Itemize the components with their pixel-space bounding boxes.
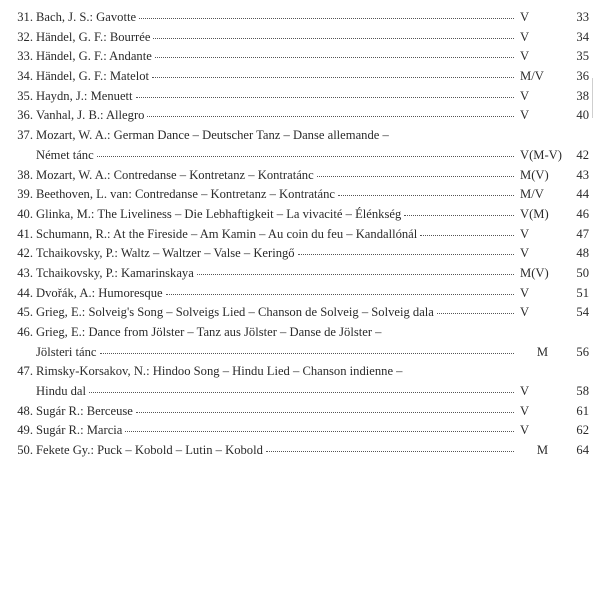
- dot-leader: [298, 253, 514, 255]
- entry-number: 49.: [17, 423, 33, 438]
- entry-title: Bach, J. S.: Gavotte: [36, 10, 137, 24]
- entry-page: 40: [576, 108, 589, 123]
- entry-title: Grieg, E.: Solveig's Song – Solveigs Lied – Chanson de Solveig – Solveig dala: [36, 305, 434, 320]
- dot-leader: [100, 352, 514, 354]
- entry-number: 47.: [17, 364, 33, 379]
- entry-voice: V: [520, 49, 530, 64]
- entry-title: Haydn, J.: Menuett: [36, 88, 133, 103]
- entry-number: 38.: [17, 167, 33, 182]
- entry-number: 46.: [17, 325, 33, 339]
- dot-leader: [420, 234, 514, 236]
- entry-number: 50.: [17, 443, 33, 458]
- toc-entry: [9, 303, 589, 323]
- entry-title: Schumann, R.: At the Fireside – Am Kamin – Au coin du feu – Kandallónál: [36, 226, 418, 241]
- entry-title: Mozart, W. A.: Contredanse – Kontretanz – Kontratánc: [36, 167, 314, 182]
- entry-title: Händel, G. F.: Matelot: [36, 69, 150, 84]
- entry-title: Händel, G. F.: Bourrée: [36, 29, 151, 44]
- entry-page: 38: [576, 88, 589, 103]
- entry-voice: M/V: [520, 69, 544, 84]
- entry-page: 56: [576, 344, 589, 359]
- toc-entry: [9, 323, 589, 362]
- entry-page: 48: [576, 246, 589, 261]
- dot-leader: [166, 293, 514, 295]
- dot-leader: [89, 391, 514, 393]
- entry-page: 35: [576, 49, 589, 64]
- entry-voice: V: [520, 384, 530, 399]
- entry-page: 43: [576, 167, 589, 182]
- entry-voice: V(M-V): [520, 147, 562, 162]
- dot-leader: [136, 96, 514, 98]
- toc-entry: [9, 402, 589, 422]
- entry-title: Glinka, M.: The Liveliness – Die Lebhaftigkeit – La vivacité – Élénkség: [36, 206, 402, 221]
- entry-title: Tchaikovsky, P.: Waltz – Waltzer – Valse – Keringő: [36, 246, 295, 261]
- entry-page: 47: [576, 226, 589, 241]
- dot-leader: [152, 76, 514, 78]
- toc-entry: [9, 205, 589, 225]
- toc-entry: [9, 362, 589, 401]
- entry-page: 61: [576, 403, 589, 418]
- entry-voice: V: [520, 423, 530, 438]
- entry-title: Sugár R.: Marcia: [36, 423, 123, 438]
- entry-number: 48.: [17, 403, 33, 418]
- entry-voice: V: [520, 10, 530, 24]
- entry-number: 41.: [17, 226, 33, 241]
- entry-title-continued: Hindu dal: [36, 384, 87, 399]
- entry-number: 43.: [17, 265, 33, 280]
- dot-leader: [155, 56, 514, 58]
- entry-voice: V: [520, 305, 530, 320]
- entry-title: Beethoven, L. van: Contredanse – Kontretanz – Kontratánc: [36, 187, 336, 202]
- entry-page: 33: [576, 10, 589, 24]
- entry-voice: M: [536, 344, 549, 359]
- entry-number: 34.: [17, 69, 33, 84]
- entry-title: Vanhal, J. B.: Allegro: [36, 108, 145, 123]
- toc-entry: [9, 284, 589, 304]
- entry-number: 42.: [17, 246, 33, 261]
- toc-entry: [9, 264, 589, 284]
- toc-entry: [9, 106, 589, 126]
- entry-title: Mozart, W. A.: German Dance – Deutscher Tanz – Danse allemande –: [36, 128, 389, 143]
- entry-voice: V(M): [520, 206, 549, 221]
- entry-number: 37.: [17, 128, 33, 143]
- entry-page: 51: [576, 285, 589, 300]
- dot-leader: [197, 273, 514, 275]
- entry-page: 46: [576, 206, 589, 221]
- entry-number: 33.: [17, 49, 33, 64]
- dot-leader: [338, 194, 514, 196]
- entry-voice: M(V): [520, 265, 549, 280]
- entry-voice: M(V): [520, 167, 549, 182]
- entry-voice: V: [520, 285, 530, 300]
- entry-title: Fekete Gy.: Puck – Kobold – Lutin – Kobold: [36, 443, 263, 458]
- entry-title: Sugár R.: Berceuse: [36, 403, 133, 418]
- entry-voice: V: [520, 403, 530, 418]
- entry-page: 64: [576, 443, 589, 458]
- dot-leader: [437, 312, 514, 314]
- entry-number: 35.: [17, 88, 33, 103]
- toc-entry: [9, 166, 589, 186]
- entry-voice: V: [520, 108, 530, 123]
- entry-title-continued: Jölsteri tánc: [36, 344, 97, 359]
- entry-page: 50: [576, 265, 589, 280]
- entry-voice: V: [520, 226, 530, 241]
- toc-entry: [9, 441, 589, 461]
- entry-page: 44: [576, 187, 589, 202]
- entry-voice: V: [520, 246, 530, 261]
- entry-title: Händel, G. F.: Andante: [36, 49, 152, 64]
- dot-leader: [97, 155, 514, 157]
- dot-leader: [266, 450, 514, 452]
- toc-entry: [9, 225, 589, 245]
- scan-edge-mark: [592, 78, 600, 118]
- entry-number: 45.: [17, 305, 33, 320]
- entry-voice: M: [536, 443, 549, 458]
- toc-entry: [9, 28, 589, 48]
- toc-entry: [9, 87, 589, 107]
- entry-number: 31.: [17, 10, 33, 24]
- dot-leader: [147, 115, 514, 117]
- entry-number: 39.: [17, 187, 33, 202]
- entry-number: 40.: [17, 206, 33, 221]
- table-of-contents: [9, 8, 589, 461]
- entry-page: 62: [576, 423, 589, 438]
- entry-number: 36.: [17, 108, 33, 123]
- dot-leader: [153, 37, 514, 39]
- entry-number: 32.: [17, 29, 33, 44]
- toc-entry: [9, 47, 589, 67]
- entry-title: Tchaikovsky, P.: Kamarinskaya: [36, 265, 194, 280]
- entry-page: 36: [576, 69, 589, 84]
- entry-voice: M/V: [520, 187, 544, 202]
- toc-entry: [9, 8, 589, 28]
- entry-number: 44.: [17, 285, 33, 300]
- entry-voice: V: [520, 29, 530, 44]
- entry-title: Dvořák, A.: Humoresque: [36, 285, 163, 300]
- dot-leader: [317, 175, 514, 177]
- dot-leader: [125, 430, 514, 432]
- entry-page: 42: [576, 147, 589, 162]
- entry-page: 54: [576, 305, 589, 320]
- toc-entry: [9, 126, 589, 165]
- entry-page: 34: [576, 29, 589, 44]
- entry-voice: V: [520, 88, 530, 103]
- entry-title-continued: Német tánc: [36, 147, 94, 162]
- toc-entry: [9, 244, 589, 264]
- dot-leader: [139, 17, 514, 19]
- entry-page: 58: [576, 384, 589, 399]
- entry-title: Rimsky-Korsakov, N.: Hindoo Song – Hindu Lied – Chanson indienne –: [36, 364, 403, 379]
- toc-entry: [9, 421, 589, 441]
- toc-entry: [9, 67, 589, 87]
- entry-title: Grieg, E.: Dance from Jölster – Tanz aus Jölster – Danse de Jölster –: [36, 325, 382, 339]
- toc-entry: [9, 185, 589, 205]
- dot-leader: [404, 214, 514, 216]
- dot-leader: [136, 411, 514, 413]
